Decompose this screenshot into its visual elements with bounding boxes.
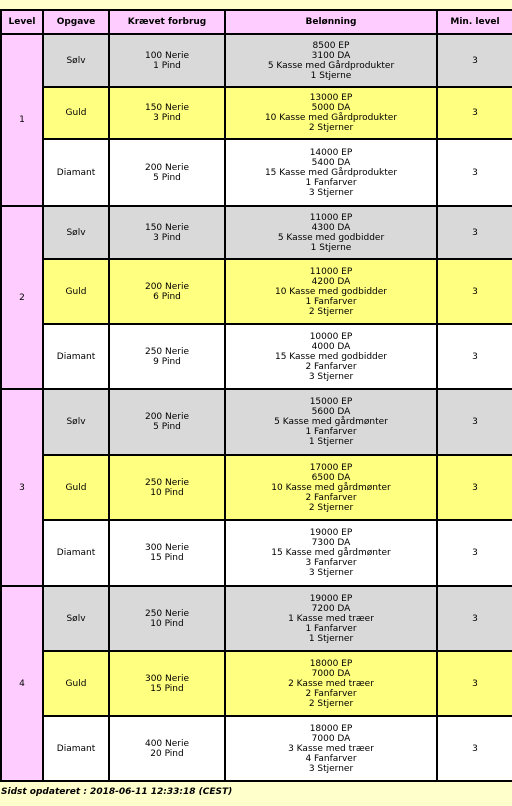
reward-cell: 17000 EP 6500 DA 10 Kasse med gårdmønter 2 Fanfarver 2 Stjerner	[225, 455, 437, 520]
min-level-cell: 3	[437, 520, 512, 586]
task-cell: Guld	[43, 455, 109, 520]
reward-cell: 19000 EP 7200 DA 1 Kasse med træer 1 Fanfarver 1 Stjerner	[225, 586, 437, 651]
min-level-cell: 3	[437, 716, 512, 781]
min-level-cell: 3	[437, 324, 512, 389]
table-row	[1, 139, 512, 206]
required-cell: 250 Nerie 10 Pind	[109, 586, 225, 651]
min-level-cell: 3	[437, 259, 512, 324]
required-cell: 300 Nerie 15 Pind	[109, 520, 225, 586]
required-cell: 200 Nerie 6 Pind	[109, 259, 225, 324]
min-level-cell: 3	[437, 651, 512, 716]
min-level-cell: 3	[437, 455, 512, 520]
table-row	[1, 651, 512, 716]
min-level-cell: 3	[437, 34, 512, 87]
task-cell: Sølv	[43, 206, 109, 259]
reward-cell: 13000 EP 5000 DA 10 Kasse med Gårdprodukter 2 Stjerner	[225, 87, 437, 139]
table-row	[1, 259, 512, 324]
required-cell: 200 Nerie 5 Pind	[109, 139, 225, 206]
last-updated-footer: Sidst opdateret : 2018-06-11 12:33:18 (CEST)	[1, 787, 233, 797]
reward-cell: 10000 EP 4000 DA 15 Kasse med godbidder 2 Fanfarver 3 Stjerner	[225, 324, 437, 389]
reward-cell: 18000 EP 7000 DA 3 Kasse med træer 4 Fanfarver 3 Stjerner	[225, 716, 437, 781]
header-task: Opgave	[43, 10, 109, 34]
reward-cell: 8500 EP 3100 DA 5 Kasse med Gårdprodukter 1 Stjerne	[225, 34, 437, 87]
task-cell: Sølv	[43, 389, 109, 455]
required-cell: 300 Nerie 15 Pind	[109, 651, 225, 716]
table-row	[1, 586, 512, 651]
task-cell: Guld	[43, 651, 109, 716]
required-cell: 200 Nerie 5 Pind	[109, 389, 225, 455]
task-cell: Guld	[43, 87, 109, 139]
task-cell: Diamant	[43, 520, 109, 586]
rewards-table	[0, 9, 512, 782]
required-cell: 400 Nerie 20 Pind	[109, 716, 225, 781]
table-row	[1, 716, 512, 781]
reward-cell: 11000 EP 4200 DA 10 Kasse med godbidder 1 Fanfarver 2 Stjerner	[225, 259, 437, 324]
table-row	[1, 520, 512, 586]
reward-cell: 14000 EP 5400 DA 15 Kasse med Gårdprodukter 1 Fanfarver 3 Stjerner	[225, 139, 437, 206]
min-level-cell: 3	[437, 206, 512, 259]
required-cell: 150 Nerie 3 Pind	[109, 87, 225, 139]
reward-cell: 19000 EP 7300 DA 15 Kasse med gårdmønter 3 Fanfarver 3 Stjerner	[225, 520, 437, 586]
header-row	[1, 10, 512, 34]
table-row	[1, 206, 512, 259]
task-cell: Sølv	[43, 34, 109, 87]
table-row	[1, 324, 512, 389]
header-required: Krævet forbrug	[109, 10, 225, 34]
task-cell: Diamant	[43, 716, 109, 781]
header-level: Level	[1, 10, 43, 34]
min-level-cell: 3	[437, 586, 512, 651]
table-row	[1, 389, 512, 455]
task-cell: Guld	[43, 259, 109, 324]
level-cell: 3	[1, 389, 43, 586]
required-cell: 100 Nerie 1 Pind	[109, 34, 225, 87]
reward-cell: 11000 EP 4300 DA 5 Kasse med godbidder 1 Stjerne	[225, 206, 437, 259]
table-row	[1, 87, 512, 139]
task-cell: Diamant	[43, 324, 109, 389]
min-level-cell: 3	[437, 87, 512, 139]
reward-cell: 18000 EP 7000 DA 2 Kasse med træer 2 Fanfarver 2 Stjerner	[225, 651, 437, 716]
header-reward: Belønning	[225, 10, 437, 34]
min-level-cell: 3	[437, 389, 512, 455]
reward-cell: 15000 EP 5600 DA 5 Kasse med gårdmønter 1 Fanfarver 1 Stjerner	[225, 389, 437, 455]
header-min-level: Min. level	[437, 10, 512, 34]
required-cell: 250 Nerie 9 Pind	[109, 324, 225, 389]
table-row	[1, 455, 512, 520]
table-row	[1, 34, 512, 87]
task-cell: Diamant	[43, 139, 109, 206]
required-cell: 150 Nerie 3 Pind	[109, 206, 225, 259]
required-cell: 250 Nerie 10 Pind	[109, 455, 225, 520]
task-cell: Sølv	[43, 586, 109, 651]
level-cell: 2	[1, 206, 43, 389]
level-cell: 4	[1, 586, 43, 781]
min-level-cell: 3	[437, 139, 512, 206]
level-cell: 1	[1, 34, 43, 206]
